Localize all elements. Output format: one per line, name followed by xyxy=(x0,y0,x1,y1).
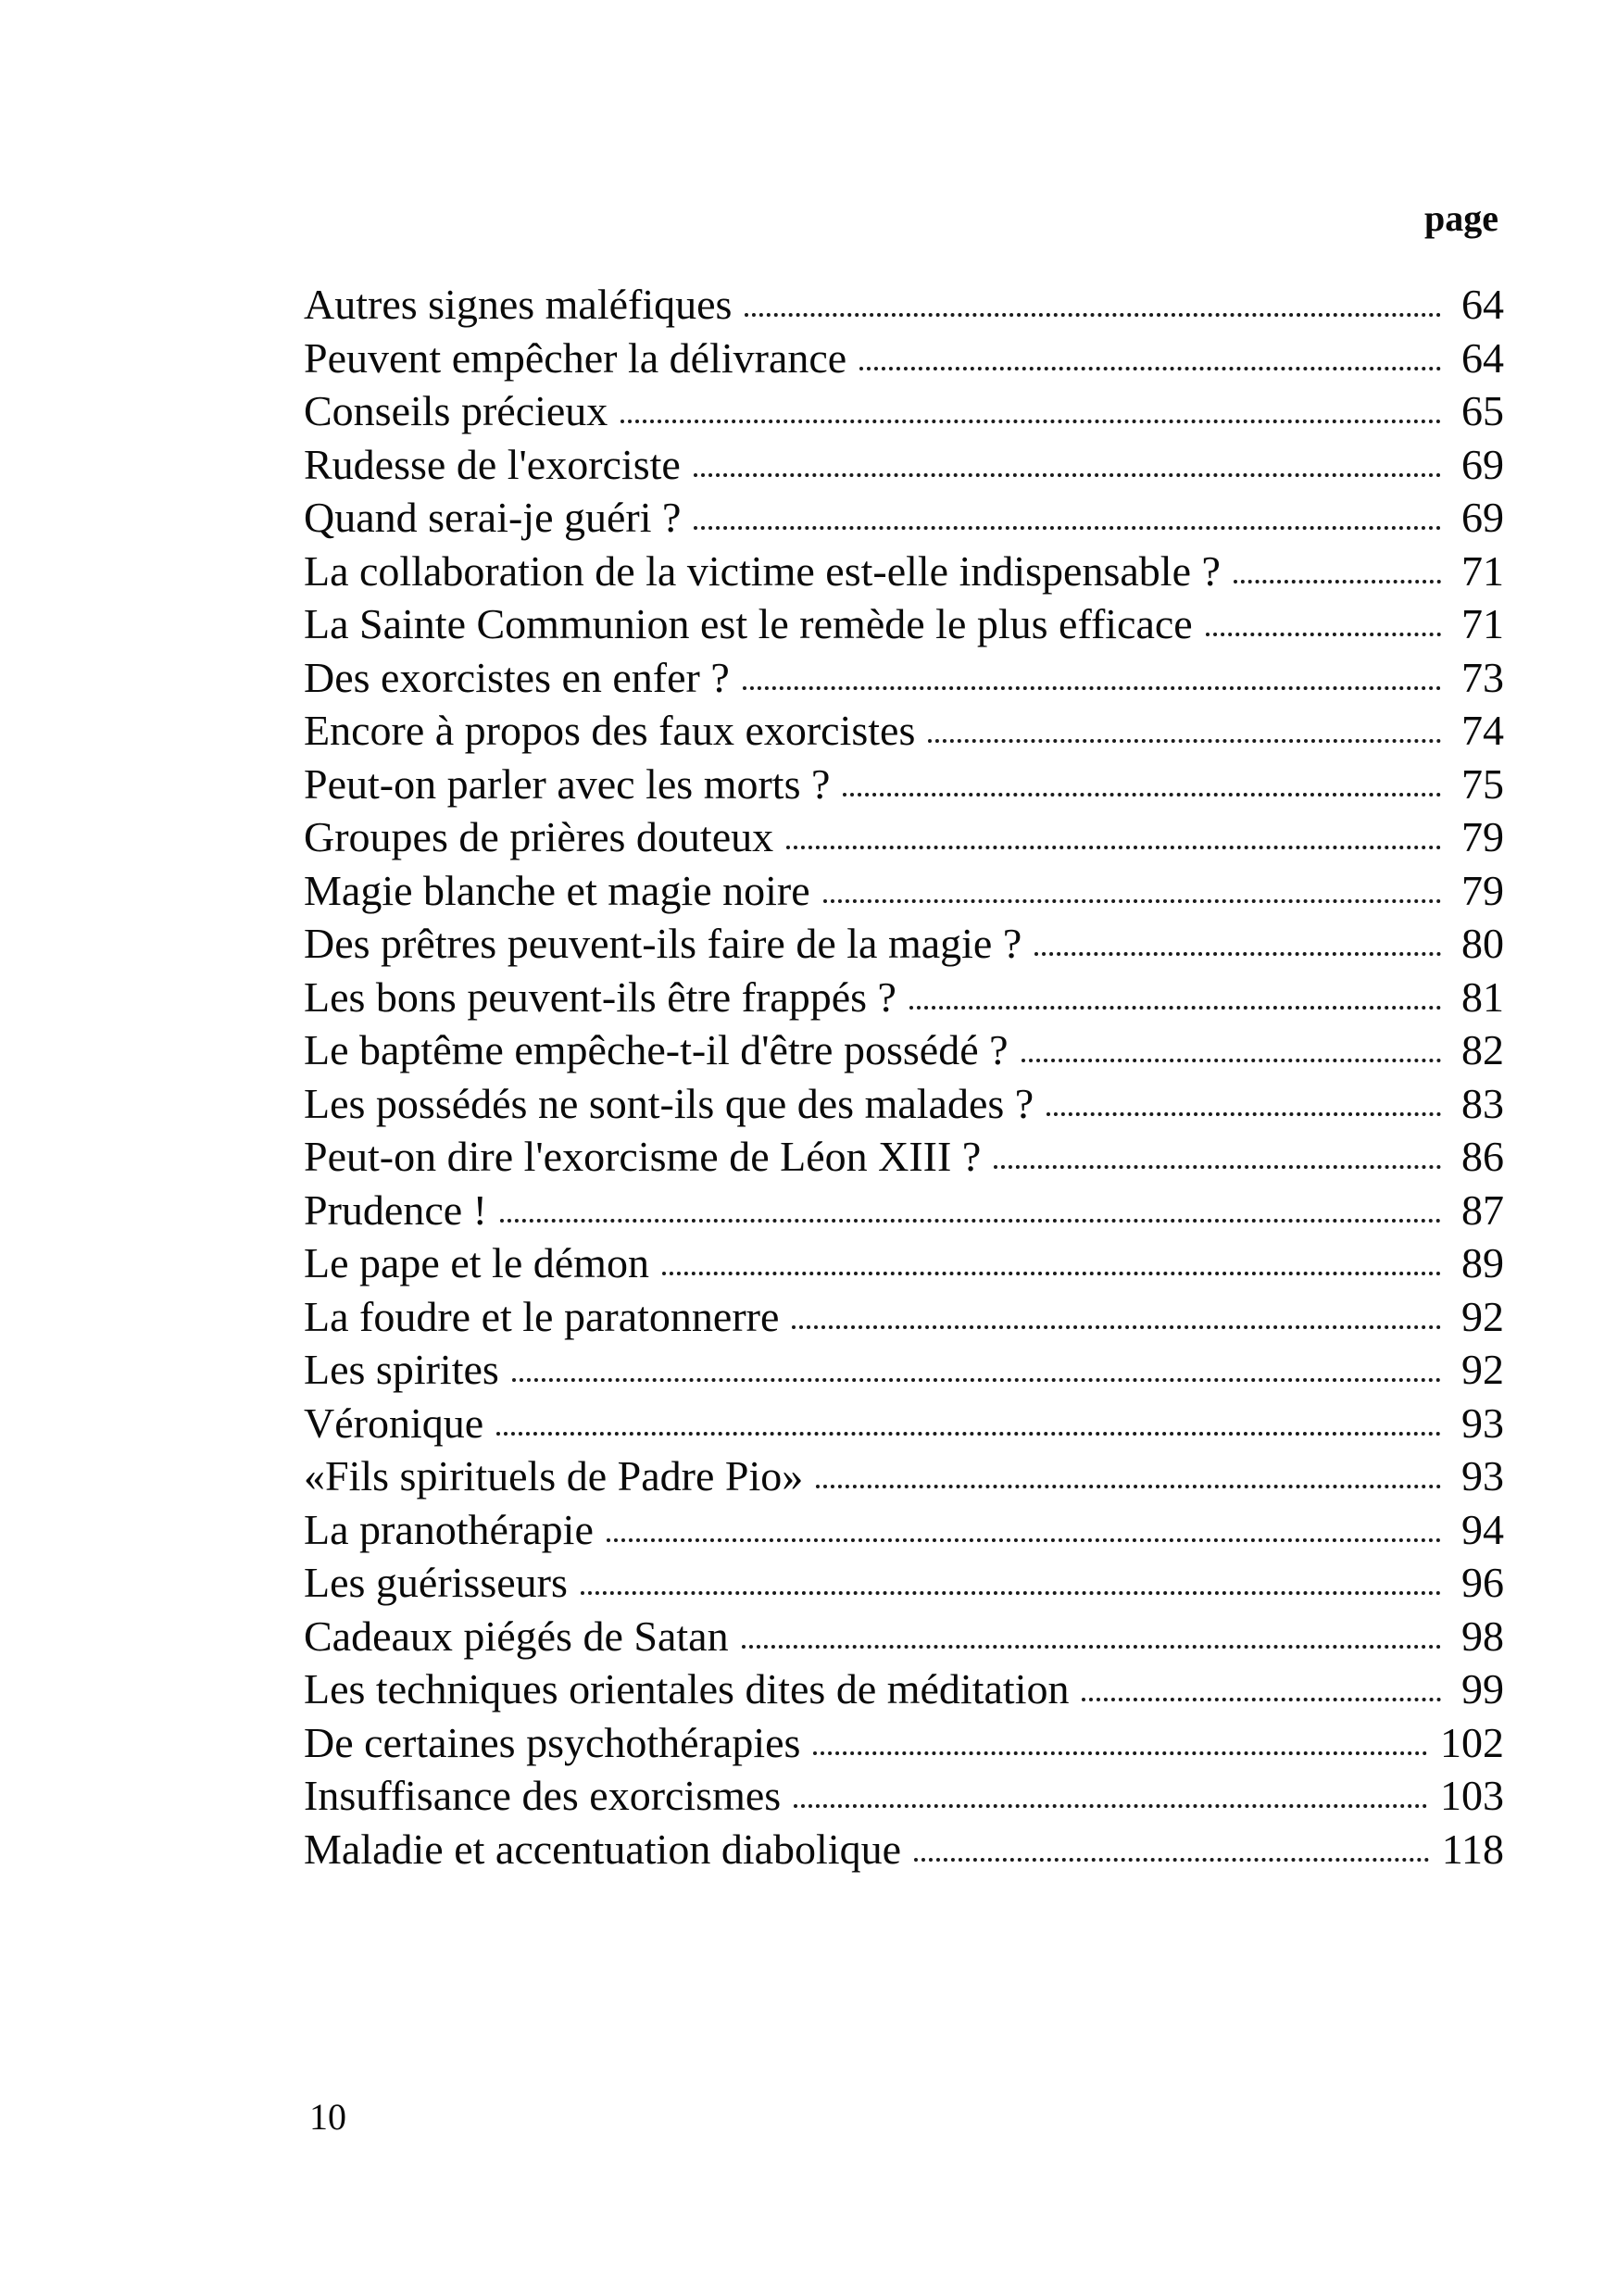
toc-entry-page: 89 xyxy=(1461,1239,1504,1286)
dot-leader xyxy=(620,420,1441,423)
toc-entry[interactable] xyxy=(304,1290,1504,1344)
dot-leader xyxy=(1047,1112,1441,1116)
toc-entry[interactable] xyxy=(304,1503,1504,1557)
table-of-contents xyxy=(304,278,1504,1876)
toc-entry-page: 96 xyxy=(1461,1559,1504,1606)
toc-entry[interactable] xyxy=(304,332,1504,385)
toc-entry[interactable] xyxy=(304,704,1504,758)
toc-entry[interactable] xyxy=(304,971,1504,1024)
toc-entry[interactable] xyxy=(304,1236,1504,1290)
dot-leader xyxy=(816,1485,1441,1488)
toc-entry-title: Le pape et le démon xyxy=(304,1239,649,1286)
dot-leader xyxy=(823,899,1441,903)
dot-leader xyxy=(743,686,1441,690)
dot-leader xyxy=(694,473,1441,477)
dot-leader xyxy=(994,1165,1441,1169)
dot-leader xyxy=(843,793,1441,797)
dot-leader xyxy=(496,1432,1441,1436)
toc-entry[interactable] xyxy=(304,545,1504,598)
toc-entry[interactable] xyxy=(304,1556,1504,1610)
dot-leader xyxy=(859,367,1441,370)
dot-leader xyxy=(792,1325,1441,1329)
toc-entry-page: 102 xyxy=(1440,1718,1504,1766)
toc-entry[interactable] xyxy=(304,917,1504,971)
toc-entry-page: 94 xyxy=(1461,1505,1504,1553)
dot-leader xyxy=(794,1804,1427,1808)
dot-leader xyxy=(1234,580,1441,583)
toc-entry[interactable] xyxy=(304,1823,1504,1876)
toc-entry[interactable] xyxy=(304,1769,1504,1823)
dot-leader xyxy=(742,1645,1441,1649)
toc-entry[interactable] xyxy=(304,1077,1504,1131)
toc-entry-page: 81 xyxy=(1461,972,1504,1021)
toc-entry-page: 69 xyxy=(1461,494,1504,541)
toc-entry-page: 64 xyxy=(1461,281,1504,328)
dot-leader xyxy=(914,1858,1429,1862)
dot-leader xyxy=(786,846,1441,849)
toc-entry[interactable] xyxy=(304,1449,1504,1503)
toc-entry-title: Peut-on parler avec les morts ? xyxy=(304,759,831,808)
dot-leader xyxy=(694,526,1441,530)
toc-entry-page: 99 xyxy=(1461,1665,1504,1713)
toc-entry[interactable] xyxy=(304,1716,1504,1770)
toc-entry-page: 98 xyxy=(1461,1612,1504,1660)
toc-entry-title: Les guérisseurs xyxy=(304,1559,568,1606)
page-column-label: page xyxy=(1424,197,1498,239)
toc-entry[interactable] xyxy=(304,1023,1504,1077)
dot-leader xyxy=(813,1751,1427,1755)
dot-leader xyxy=(909,1006,1441,1010)
toc-entry[interactable] xyxy=(304,864,1504,918)
toc-entry-page: 103 xyxy=(1440,1772,1504,1819)
dot-leader xyxy=(500,1219,1441,1223)
toc-entry[interactable] xyxy=(304,278,1504,332)
dot-leader xyxy=(1034,952,1441,956)
toc-entry-title: Quand serai-je guéri ? xyxy=(304,494,682,541)
toc-entry-title: Peut-on dire l'exorcisme de Léon XIII ? xyxy=(304,1133,982,1180)
toc-entry-title: Rudesse de l'exorciste xyxy=(304,440,681,488)
toc-entry-title: Véronique xyxy=(304,1399,484,1447)
toc-entry-title: Maladie et accentuation diabolique xyxy=(304,1825,902,1873)
toc-entry-page: 65 xyxy=(1461,387,1504,434)
dot-leader xyxy=(1206,633,1441,636)
toc-entry-title: Les spirites xyxy=(304,1346,499,1393)
toc-entry[interactable] xyxy=(304,1343,1504,1397)
toc-entry[interactable] xyxy=(304,651,1504,705)
dot-leader xyxy=(745,313,1441,317)
toc-entry-page: 86 xyxy=(1461,1133,1504,1180)
toc-entry[interactable] xyxy=(304,438,1504,492)
toc-entry-title: Les techniques orientales dites de méditation xyxy=(304,1665,1070,1713)
toc-entry-title: Autres signes maléfiques xyxy=(304,281,733,328)
dot-leader xyxy=(607,1538,1441,1542)
toc-entry-page: 64 xyxy=(1461,333,1504,382)
toc-entry-title: Les possédés ne sont-ils que des malades ? xyxy=(304,1079,1034,1127)
toc-entry-page: 83 xyxy=(1461,1079,1504,1127)
toc-entry-page: 87 xyxy=(1461,1186,1504,1234)
toc-entry-page: 93 xyxy=(1461,1452,1504,1499)
dot-leader xyxy=(512,1378,1441,1382)
toc-entry-page: 92 xyxy=(1461,1292,1504,1340)
toc-entry-page: 75 xyxy=(1461,759,1504,808)
toc-entry-page: 74 xyxy=(1461,707,1504,754)
toc-entry-title: De certaines psychothérapies xyxy=(304,1718,801,1766)
toc-entry-title: La collaboration de la victime est-elle indispensable ? xyxy=(304,546,1221,595)
toc-entry-title: Le baptême empêche-t-il d'être possédé ? xyxy=(304,1026,1009,1073)
toc-entry-page: 80 xyxy=(1461,920,1504,967)
toc-entry-title: Les bons peuvent-ils être frappés ? xyxy=(304,972,896,1021)
toc-entry-title: Encore à propos des faux exorcistes xyxy=(304,707,916,754)
toc-entry[interactable] xyxy=(304,491,1504,545)
toc-entry[interactable] xyxy=(304,1610,1504,1663)
dot-leader xyxy=(581,1591,1441,1595)
dot-leader xyxy=(662,1272,1441,1275)
dot-leader xyxy=(1022,1059,1441,1062)
toc-entry-title: Des prêtres peuvent-ils faire de la magie ? xyxy=(304,920,1022,967)
toc-entry-title: Insuffisance des exorcismes xyxy=(304,1772,782,1819)
toc-entry-title: Cadeaux piégés de Satan xyxy=(304,1612,729,1660)
toc-entry-title: Peuvent empêcher la délivrance xyxy=(304,333,847,382)
toc-entry[interactable] xyxy=(304,597,1504,651)
toc-entry-title: La Sainte Communion est le remède le plus efficace xyxy=(304,600,1193,647)
toc-entry[interactable] xyxy=(304,1662,1504,1716)
toc-entry[interactable] xyxy=(304,384,1504,438)
toc-entry-page: 79 xyxy=(1461,813,1504,860)
toc-entry-title: Groupes de prières douteux xyxy=(304,813,774,860)
toc-entry-title: Conseils précieux xyxy=(304,387,608,434)
toc-entry-title: Des exorcistes en enfer ? xyxy=(304,653,730,701)
toc-entry-title: La foudre et le paratonnerre xyxy=(304,1292,780,1340)
toc-entry[interactable] xyxy=(304,758,1504,811)
toc-entry-page: 73 xyxy=(1461,653,1504,701)
toc-entry-page: 71 xyxy=(1461,546,1504,595)
toc-entry-page: 69 xyxy=(1461,440,1504,488)
dot-leader xyxy=(1082,1698,1441,1701)
toc-entry-page: 82 xyxy=(1461,1026,1504,1073)
dot-leader xyxy=(928,739,1441,743)
toc-entry-page: 92 xyxy=(1461,1346,1504,1393)
toc-entry-page: 71 xyxy=(1461,600,1504,647)
toc-entry[interactable] xyxy=(304,1397,1504,1450)
toc-entry-title: «Fils spirituels de Padre Pio» xyxy=(304,1452,804,1499)
toc-entry-title: Magie blanche et magie noire xyxy=(304,866,810,914)
page-number: 10 xyxy=(309,2096,346,2138)
toc-entry-page: 93 xyxy=(1461,1399,1504,1447)
toc-entry[interactable] xyxy=(304,1130,1504,1184)
toc-entry-title: Prudence ! xyxy=(304,1186,487,1234)
toc-entry-page: 79 xyxy=(1461,866,1504,914)
toc-entry-page: 118 xyxy=(1441,1825,1504,1873)
toc-entry[interactable] xyxy=(304,810,1504,864)
toc-entry-title: La pranothérapie xyxy=(304,1505,594,1553)
toc-entry[interactable] xyxy=(304,1184,1504,1237)
